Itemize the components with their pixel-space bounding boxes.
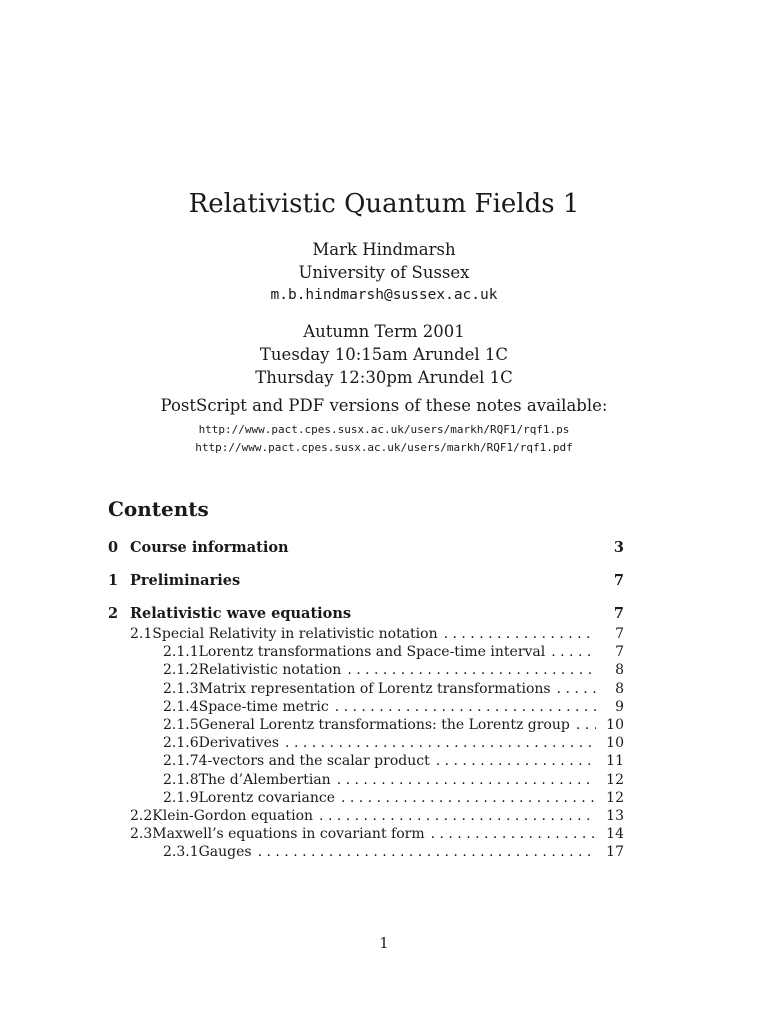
toc-entry-section-2-2[interactable] bbox=[108, 807, 624, 825]
toc-number: 2.1.7 bbox=[163, 753, 199, 770]
pdf-url-link[interactable]: http://www.pact.cpes.susx.ac.uk/users/markh/RQF1/rqf1.pdf bbox=[195, 441, 573, 454]
dot-leader bbox=[258, 843, 596, 861]
dot-leader bbox=[341, 789, 596, 807]
dot-leader bbox=[436, 752, 596, 770]
toc-entry-subsection-2-1-1[interactable] bbox=[108, 643, 624, 661]
toc-page: 3 bbox=[613, 539, 624, 556]
author-affiliation: University of Sussex bbox=[298, 263, 470, 282]
toc-number: 2.3.1 bbox=[163, 844, 199, 861]
toc-number: 1 bbox=[108, 572, 119, 589]
toc-number: 2.1 bbox=[130, 626, 153, 642]
toc-page: 7 bbox=[615, 626, 624, 642]
page-number: 1 bbox=[379, 936, 389, 952]
toc-page: 11 bbox=[606, 753, 624, 770]
toc-page: 7 bbox=[615, 644, 624, 661]
tuesday-line: Tuesday 10:15am Arundel 1C bbox=[259, 345, 509, 364]
schedule-block bbox=[0, 320, 768, 389]
toc-page: 8 bbox=[615, 680, 624, 697]
author-block bbox=[0, 238, 768, 307]
toc-page: 10 bbox=[606, 735, 624, 752]
toc-label: Relativistic notation bbox=[198, 662, 342, 679]
availability-text: PostScript and PDF versions of these notes available: bbox=[160, 396, 608, 415]
toc-label: Relativistic wave equations bbox=[130, 605, 352, 622]
toc-label: General Lorentz transformations: the Lorentz group bbox=[198, 717, 570, 734]
toc-page: 10 bbox=[606, 717, 624, 734]
toc-entry-section-2-3[interactable] bbox=[108, 825, 624, 843]
toc-number: 2.1.3 bbox=[163, 680, 199, 697]
toc-label: Lorentz transformations and Space-time interval bbox=[198, 644, 546, 661]
toc-entry-subsection-2-1-6[interactable] bbox=[108, 734, 624, 752]
toc-entry-subsection-2-3-1[interactable] bbox=[108, 843, 624, 861]
toc-label: Klein-Gordon equation bbox=[152, 808, 314, 825]
dot-leader bbox=[431, 825, 596, 843]
toc-page: 14 bbox=[606, 826, 624, 843]
toc-label: Space-time metric bbox=[198, 698, 329, 715]
term-line: Autumn Term 2001 bbox=[303, 322, 465, 341]
toc-label: Maxwell’s equations in covariant form bbox=[152, 826, 425, 843]
dot-leader bbox=[551, 643, 596, 661]
toc-entry-subsection-2-1-4[interactable] bbox=[108, 698, 624, 716]
toc-page: 12 bbox=[606, 789, 624, 806]
dot-leader bbox=[557, 680, 596, 698]
toc-entry-chapter-0[interactable] bbox=[108, 537, 624, 559]
toc-label: Special Relativity in relativistic notation bbox=[152, 626, 438, 642]
toc-number: 2.1.4 bbox=[163, 698, 199, 715]
contents-heading: Contents bbox=[108, 497, 209, 521]
dot-leader bbox=[576, 716, 596, 734]
toc-number: 2.2 bbox=[130, 808, 153, 825]
dot-leader bbox=[347, 661, 596, 679]
toc-page: 7 bbox=[613, 572, 624, 589]
toc-page: 8 bbox=[615, 662, 624, 679]
dot-leader bbox=[335, 698, 596, 716]
table-of-contents bbox=[108, 494, 624, 862]
toc-entry-subsection-2-1-8[interactable] bbox=[108, 771, 624, 789]
toc-number: 2.3 bbox=[130, 826, 153, 843]
toc-label: Matrix representation of Lorentz transformations bbox=[198, 680, 551, 697]
toc-label: The d’Alembertian bbox=[198, 771, 331, 788]
dot-leader bbox=[337, 771, 596, 789]
toc-number: 2.1.6 bbox=[163, 735, 199, 752]
toc-number: 2.1.2 bbox=[163, 662, 199, 679]
url-list bbox=[0, 421, 768, 457]
author-email[interactable]: m.b.hindmarsh@sussex.ac.uk bbox=[270, 287, 498, 303]
toc-label: 4-vectors and the scalar product bbox=[198, 753, 430, 770]
toc-label: Derivatives bbox=[198, 735, 280, 752]
toc-entry-subsection-2-1-5[interactable] bbox=[108, 716, 624, 734]
toc-page: 7 bbox=[613, 605, 624, 622]
ps-url-link[interactable]: http://www.pact.cpes.susx.ac.uk/users/markh/RQF1/rqf1.ps bbox=[198, 423, 570, 436]
toc-number: 2.1.9 bbox=[163, 789, 199, 806]
toc-page: 12 bbox=[606, 771, 624, 788]
toc-page: 17 bbox=[606, 844, 624, 861]
dot-leader bbox=[285, 734, 596, 752]
toc-page: 13 bbox=[606, 808, 624, 825]
toc-entry-subsection-2-1-9[interactable] bbox=[108, 789, 624, 807]
toc-number: 2 bbox=[108, 605, 119, 622]
toc-entry-chapter-2[interactable] bbox=[108, 603, 624, 625]
toc-entry-chapter-1[interactable] bbox=[108, 570, 624, 592]
dot-leader bbox=[319, 807, 596, 825]
toc-label: Preliminaries bbox=[130, 572, 241, 589]
title-block bbox=[0, 186, 768, 457]
toc-label: Lorentz covariance bbox=[198, 789, 335, 806]
document-title: Relativistic Quantum Fields 1 bbox=[188, 189, 580, 219]
toc-number: 2.1.1 bbox=[163, 644, 199, 661]
toc-entry-subsection-2-1-2[interactable] bbox=[108, 661, 624, 679]
toc-entry-subsection-2-1-7[interactable] bbox=[108, 752, 624, 770]
toc-label: Course information bbox=[130, 539, 289, 556]
toc-entry-subsection-2-1-3[interactable] bbox=[108, 680, 624, 698]
author-name: Mark Hindmarsh bbox=[312, 240, 456, 259]
dot-leader bbox=[444, 625, 596, 643]
toc-entry-section-2-1[interactable] bbox=[108, 625, 624, 643]
toc-number: 2.1.5 bbox=[163, 717, 199, 734]
toc-number: 2.1.8 bbox=[163, 771, 199, 788]
toc-page: 9 bbox=[615, 698, 624, 715]
toc-number: 0 bbox=[108, 539, 119, 556]
thursday-line: Thursday 12:30pm Arundel 1C bbox=[255, 368, 513, 387]
toc-label: Gauges bbox=[198, 844, 252, 861]
